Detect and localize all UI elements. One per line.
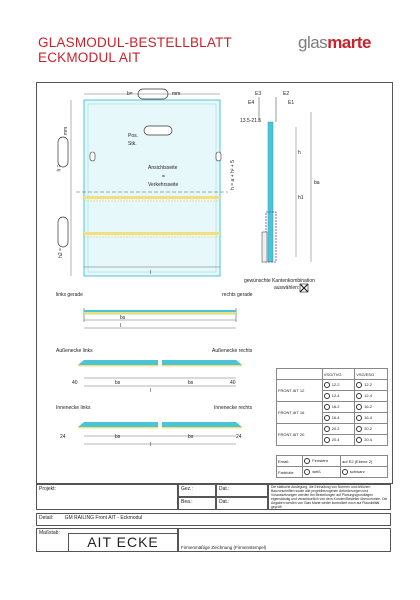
radio-icon[interactable] [356,415,362,421]
radio-icon[interactable] [356,437,362,443]
opt-ait12-esg-2[interactable]: 12.4 [355,391,388,402]
bar2-l: l [150,388,152,394]
bar3-bs-right: bs [188,434,194,440]
bar2-bs-right: bs [188,380,194,386]
radio-icon[interactable] [324,393,330,399]
label-side-h: h [298,150,301,156]
radio-icon[interactable] [324,382,330,388]
radio-icon[interactable] [304,469,310,475]
radio-icon[interactable] [342,469,348,475]
radio-icon[interactable] [304,458,310,464]
radio-icon[interactable] [356,404,362,410]
options-table [276,455,388,478]
bar3-left-glass [78,422,158,427]
kanten-line1: gewünschte Kantenkombination [244,278,315,284]
email-label: Email: [277,456,303,467]
pos-slot [144,126,172,135]
config-header-blank [277,369,323,380]
detail-row [36,513,391,526]
massstab-label: Maßstab: [39,530,60,536]
bar1-rail [84,312,236,314]
radio-icon[interactable] [324,415,330,421]
opt-ait16-esg-2[interactable]: 16.4 [355,413,388,424]
label-innenecke-rechts: Innenecke rechts [214,405,253,411]
radio-icon[interactable] [324,426,330,432]
bar2-bs-left: bs [115,380,121,386]
opt-ait20-tvg-2[interactable]: 20.4 [322,435,354,446]
bar1-bs: bs [120,315,126,321]
small-oval-right [216,152,221,161]
opt-ait20-esg-2[interactable]: 20.4 [355,435,388,446]
farbfolie-label: Farbfolie [277,467,303,478]
edge-e1: E1 [288,100,295,106]
label-ansichtsseite: Ansichtsseite [148,165,178,171]
col-vsg-tvg: VSG/TVG [322,369,354,380]
opt-ait12-tvg-2[interactable]: 12.4 [322,391,354,402]
bar3-bs-left: bs [115,434,121,440]
side-glass-profile [268,122,273,262]
label-rechts-gerade: rechts gerade [222,292,253,298]
edge-e3: E3 [255,91,262,97]
email-opt1[interactable]: Fenstern [303,456,341,467]
radio-icon[interactable] [324,404,330,410]
drawing-code: AIT ECKE [68,533,178,552]
label-side-ba: ba [314,180,320,186]
opt-ait16-tvg-1[interactable]: 16.2 [322,402,354,413]
projekt-field[interactable]: Projekt: [36,484,178,510]
group-ait20: FRONT AIT 20 [277,424,323,446]
opt-ait12-tvg-1[interactable]: 12.2 [322,380,354,391]
label-aussenecke-rechts: Außenecke rechts [212,348,253,354]
label-links-gerade: links gerade [56,292,83,298]
bar2-right-rail [162,365,242,367]
radio-icon[interactable] [356,382,362,388]
radio-icon[interactable] [324,437,330,443]
label-h: h = [56,164,63,172]
radio-icon[interactable] [356,426,362,432]
stamp-label: Firmenmäßige Zeichnung (Firmenstempel) [181,545,267,550]
label-aussenecke-links: Außenecke links [56,348,93,354]
group-ait16: FRONT AIT 16 [277,402,323,424]
bar1-l: l [120,323,122,329]
page-subtitle: ECKMODUL AIT [38,50,141,65]
kanten-line2: auswählen: [274,285,300,291]
group-ait12: FRONT AIT 12 [277,380,323,402]
opt-ait20-esg-1[interactable]: 20.2 [355,424,388,435]
bar3-left-rail [78,427,158,429]
bar2-40-left: 40 [72,380,78,386]
dat2-field[interactable]: Dat.: [216,497,268,510]
opt-ait12-esg-1[interactable]: 12.2 [355,380,388,391]
label-side-h1: h1 [298,195,304,201]
disclaimer: Die statische Auslegung, die Einhaltung von Normen und örtlichen Bauvorschriften sowie alle projektbezogenen Anforderungen und Voraussetzungen werden bei Bestellungen auf Planungsgrundlagen eigenständig und verantwortlich von dem Kunden/Besteller übernommen. Die Angaben werden von Glas Marte weder kontrolliert noch auf Plausibilität geprüft. [268,484,391,510]
bar2-left-glass [78,360,158,365]
page-title: GLASMODUL-BESTELLBLATT [38,35,232,50]
label-l: l [150,270,152,276]
logo-right: marte [327,33,371,52]
label-mm-side: mm [63,126,70,136]
gez-field[interactable]: Gez.: [178,484,216,497]
left-slot-top [58,137,68,167]
detail-value: GM RAILING Front AIT - Eckmodul [64,515,143,521]
bar2-left-rail [78,365,158,367]
col-vsg-esg: VSG/ESG [355,369,388,380]
label-equals: = [162,174,165,180]
label-b: b= [127,91,133,97]
lower-rail [84,232,220,235]
farbfolie-opt1[interactable]: weiß [303,467,341,478]
bar1-strip [84,314,236,315]
bar3-24-right: 24 [236,434,242,440]
bar2-right-glass [162,360,242,365]
label-verkehrsseite: Verkehrsseite [148,182,179,188]
edge-combination-icon[interactable] [300,284,308,292]
bar3-right-glass [162,422,242,427]
config-table [276,368,388,446]
bea-field[interactable]: Bea.: [178,497,216,510]
bar2-40-right: 40 [230,380,236,386]
opt-ait16-esg-1[interactable]: 16.2 [355,402,388,413]
dat1-field[interactable]: Dat.: [216,484,268,497]
edge-e2: E2 [283,91,290,97]
radio-icon[interactable] [356,393,362,399]
opt-ait16-tvg-2[interactable]: 16.4 [322,413,354,424]
label-range: 13.5-21.5 [240,118,262,124]
label-mm-top: mm [172,91,181,97]
edge-e4: E4 [248,100,255,106]
label-pos: Pos. [128,133,139,139]
opt-ait20-tvg-1[interactable]: 20.2 [322,424,354,435]
left-slot-bottom [58,217,68,247]
side-bracket [262,232,267,262]
logo-left: glas [298,33,328,52]
label-formula: h = a + h² + 5 [229,160,236,190]
bar1-glass [84,310,236,312]
bar3-l: l [150,442,152,448]
upper-rail [84,196,220,199]
bar3-24-left: 24 [60,434,66,440]
stamp-cell [178,528,391,552]
farbfolie-opt2[interactable]: schwarz [341,467,388,478]
bar3-right-rail [162,427,242,429]
small-oval-left [90,152,95,161]
email-opt2[interactable]: auf E2 (Ebene 2) [341,456,388,467]
label-innenecke-links: Innenecke links [56,405,91,411]
label-h2: h2 = [57,248,64,258]
brand-logo [298,33,371,53]
label-stk: Stk. [128,141,137,147]
detail-label: Detail: [39,515,54,521]
